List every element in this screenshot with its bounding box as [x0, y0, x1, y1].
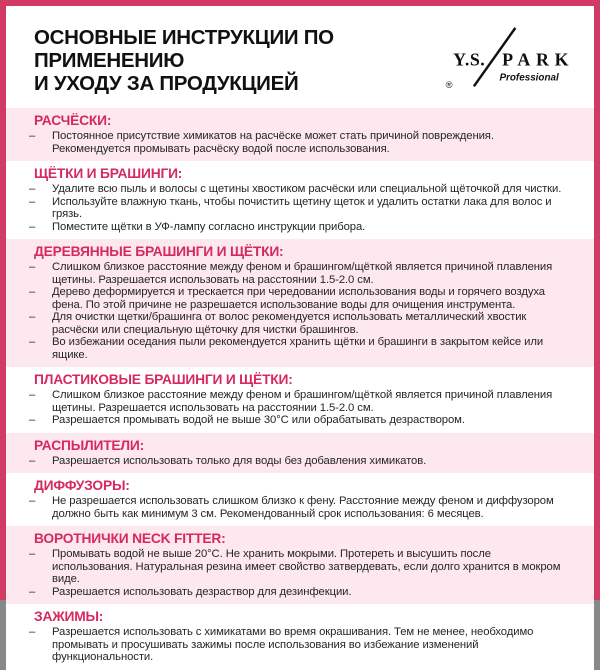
section-heading: ДИФФУЗОРЫ:: [34, 478, 130, 493]
instruction-item: – Постоянное присутствие химикатов на расчёске может стать причиной повреждения. Рекомендуется промывать расчёску водой после использования.: [34, 130, 568, 155]
section-heading: РАСПЫЛИТЕЛИ:: [34, 437, 145, 453]
instruction-item: – Разрешается использовать с химикатами во время окрашивания. Тем не менее, необходимо промывать и просушивать зажимы после использования во избежание изменений функциональности.: [34, 626, 568, 664]
instruction-section: [6, 239, 594, 367]
instruction-item: – Разрешается использовать дезраствор для дезинфекции.: [34, 586, 568, 599]
logo-park-text: PARK: [502, 49, 575, 70]
page-title-line2: И УХОДУ ЗА ПРОДУКЦИЕЙ: [34, 72, 299, 95]
instruction-item: – Для очистки щетки/брашинга от волос рекомендуется использовать металлический хвостик расчёски или специальную щёточку для чистки брашингов.: [34, 311, 568, 336]
section-heading: ПЛАСТИКОВЫЕ БРАШИНГИ И ЩЁТКИ:: [34, 372, 293, 387]
ys-park-logo-graphic: [430, 26, 580, 92]
header: [6, 6, 594, 108]
instruction-item: – Во избежании оседания пыли рекомендуется хранить щётки и брашинги в закрытом кейсе или ящике.: [34, 336, 568, 361]
logo-professional-text: Professional: [499, 72, 559, 84]
section-items: [34, 261, 568, 361]
instruction-item: – Дерево деформируется и трескается при чередовании использования воды и горячего воздуха фена. По этой причине не разрешается использование воды для очищения инструмента.: [34, 286, 568, 311]
section-items: [34, 455, 568, 468]
instruction-section: [6, 433, 594, 474]
section-items: [34, 130, 568, 155]
instruction-item: – Разрешается промывать водой не выше 30°C или обрабатывать дезраствором.: [34, 414, 568, 427]
instruction-item: – Слишком близкое расстояние между феном и брашингом/щёткой является причиной плавления щетины. Разрешается использовать на расстоянии 1.5-2.0 см.: [34, 389, 568, 414]
ys-park-logo: [430, 26, 580, 92]
logo-ys-text: Y.S.: [453, 49, 486, 70]
instruction-section: [6, 367, 594, 433]
instruction-item: – Разрешается использовать только для воды без добавления химикатов.: [34, 455, 568, 468]
page-title: [34, 26, 430, 95]
instruction-section: [6, 604, 594, 670]
section-heading: ЩЁТКИ И БРАШИНГИ:: [34, 166, 183, 181]
section-items: [34, 495, 568, 520]
instruction-item: – Удалите всю пыль и волосы с щетины хвостиком расчёски или специальной щёточкой для чистки.: [34, 183, 568, 196]
page-title-line1: ОСНОВНЫЕ ИНСТРУКЦИИ ПО ПРИМЕНЕНИЮ: [34, 26, 334, 72]
registered-trademark-icon: ®: [445, 79, 453, 91]
section-heading: РАСЧЁСКИ:: [34, 113, 112, 128]
instruction-section: [6, 108, 594, 161]
instruction-item: – Слишком близкое расстояние между феном и брашингом/щёткой является причиной плавления щетины. Разрешается использовать на расстоянии 1.5-2.0 см.: [34, 261, 568, 286]
section-items: [34, 626, 568, 664]
section-heading: ДЕРЕВЯННЫЕ БРАШИНГИ И ЩЁТКИ:: [34, 244, 284, 259]
instruction-section: [6, 161, 594, 239]
instruction-item: – Используйте влажную ткань, чтобы почистить щетину щеток и удалить остатки лака для волос и грязь.: [34, 196, 568, 221]
sections-container: [6, 108, 594, 670]
section-heading: ЗАЖИМЫ:: [34, 609, 104, 624]
section-items: [34, 389, 568, 427]
instruction-item: – Не разрешается использовать слишком близко к фену. Расстояние между феном и диффузором должно быть как минимум 3 см. Рекомендованный срок использования: 6 месяцев.: [34, 495, 568, 520]
section-items: [34, 548, 568, 598]
instruction-item: – Поместите щётки в УФ-лампу согласно инструкции прибора.: [34, 221, 568, 234]
section-heading: ВОРОТНИЧКИ NECK FITTER:: [34, 531, 226, 546]
instruction-section: [6, 473, 594, 526]
instruction-item: – Промывать водой не выше 20°C. Не хранить мокрыми. Протереть и высушить после использования. Натуральная резина имеет свойство затвердевать, если долго хранится в мокром виде.: [34, 548, 568, 586]
section-items: [34, 183, 568, 233]
instruction-section: [6, 526, 594, 604]
